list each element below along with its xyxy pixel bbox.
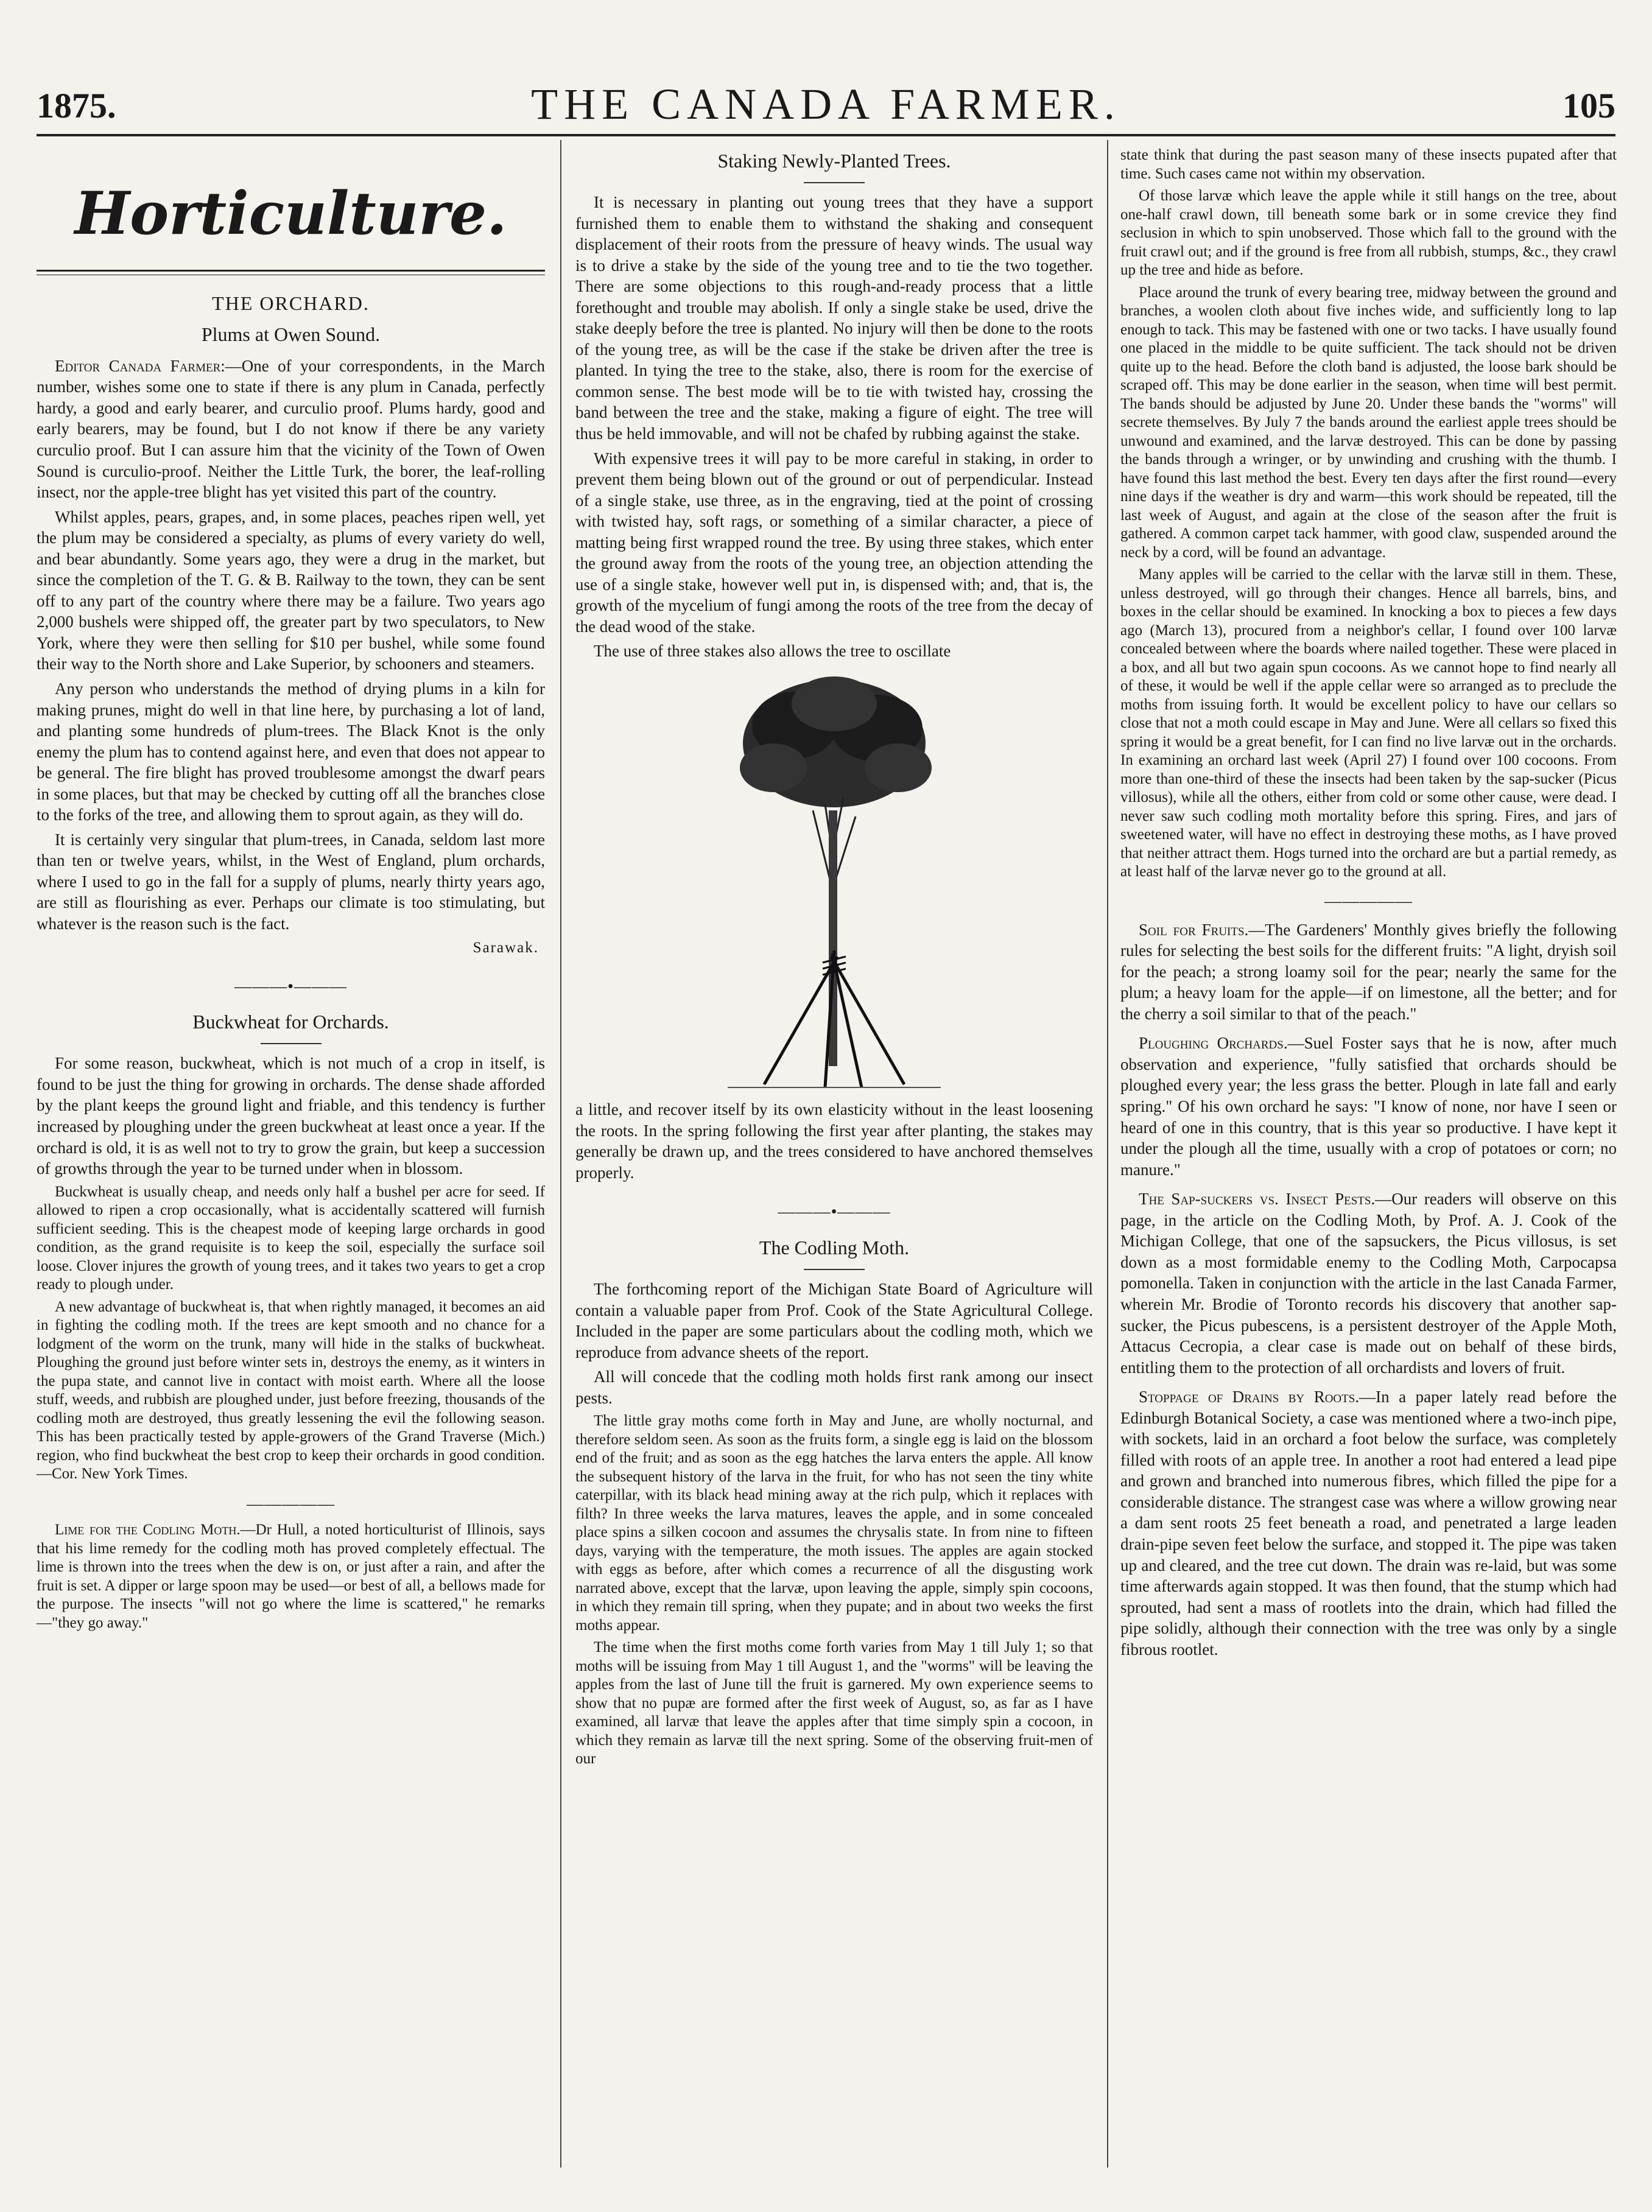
salutation: Editor Canada Farmer: <box>55 356 225 375</box>
column-1 <box>37 146 545 1636</box>
article-paragraph: For some reason, buckwheat, which is not much of a crop in itself, is found to be just the thing for growing in orchards. The dense shade afforded by the plant keeps the ground light and friable, and this tendency is further increased by ploughing under the green buckwheat at least once a year. If the orchard is old, it is as well not to try to grow the grain, but keep a succession of growths through the year to be turned under when in blossom. <box>37 1054 545 1178</box>
column-2 <box>575 146 1093 1772</box>
title-rule <box>804 182 865 183</box>
article-paragraph: a little, and recover itself by its own elasticity without in the least loosening the roots. In the spring following the first year after planting, the stakes may generally be drawn up, and the trees considered to have anchored themselves properly. <box>575 1100 1093 1182</box>
column-divider-1 <box>560 140 561 2168</box>
page-number: 105 <box>1562 86 1615 125</box>
masthead-rule <box>37 134 1615 136</box>
article-paragraph: The use of three stakes also allows the tree to oscillate <box>594 642 951 661</box>
article-paragraph: Soil for Fruits.—The Gardeners' Monthly gives briefly the following rules for selecting the best soils for the different fruits: "A light, dryish soil for the peach; a strong loamy soil for the pear; nearly the same for the plum; a heavy loam for the apple—if on limestone, all the better; and for the cherry a soil similar to that of the peach." <box>1120 920 1617 1023</box>
title-rule <box>804 1269 865 1270</box>
section-divider-ornament: ———•——— <box>234 977 347 996</box>
staked-tree-icon <box>703 670 965 1090</box>
masthead <box>37 67 1615 134</box>
column-3 <box>1120 146 1617 1663</box>
article-paragraph: All will concede that the codling moth holds first rank among our insect pests. <box>575 1368 1093 1407</box>
article-title-staking: Staking Newly-Planted Trees. <box>717 150 951 172</box>
issue-year: 1875. <box>37 86 116 125</box>
paragraph-lead: Soil for Fruits. <box>1139 920 1249 939</box>
paragraph-lead: Ploughing Orchards. <box>1139 1034 1288 1053</box>
article-paragraph: With expensive trees it will pay to be more careful in staking, in order to prevent them being blown out of the ground or out of perpendicular. Instead of a single stake, use three, as in the engraving, tied at the point of crossing with twisted hay, soft rags, or something of a similar character, a piece of matting being first wrapped round the tree. By using three stakes, which enter the ground away from the roots of the young tree, an objection attending the use of a single stake, however well put in, is dispensed with; and, that is, the growth of the mycelium of fungi among the roots of the tree from the decay of the dead wood of the stake. <box>575 449 1093 636</box>
paragraph-lead: The Sap-suckers vs. Insect Pests. <box>1139 1190 1376 1209</box>
article-title-plums: Plums at Owen Sound. <box>201 323 381 345</box>
staked-tree-engraving <box>703 670 965 1090</box>
article-paragraph: The little gray moths come forth in May and June, are wholly nocturnal, and therefore seldom seen. As soon as the fruits form, a single egg is laid on the blossom end of the fruit; and as soon as the egg hatches the larva enters the apple. All know the subsequent history of the larva in the fruit, for who has not seen the tiny white caterpillar, with its black head mining away at the rich pulp, which it replaces with filth? In three weeks the larva matures, leaves the apple, and in some concealed place spins a silken cocoon and assumes the chrysalis state. In from nine to fifteen days, varying with the temperature, the moth issues. The apples are again stocked with eggs as before, after which comes a recurrence of all the disgusting work narrated above, except that the larvæ, upon leaving the apple, simply spin cocoons, in which they remain till spring, when they pupate; and in about two weeks the first moths appear. <box>575 1413 1093 1634</box>
article-paragraph: It is certainly very singular that plum-trees, in Canada, seldom last more than ten or twelve years, whilst, in the West of England, plum orchards, where I used to go in the fall for a supply of plums, nearly thirty years ago, are still as flourishing as ever. Perhaps our climate is too stimulating, but whatever is the reason such is the fact. <box>37 830 545 933</box>
article-paragraph: Ploughing Orchards.—Suel Foster says that he is now, after much observation and experience, "fully satisfied that orchards should be ploughed every year; the less grass the better. Plough in late fall and early spring." Of his own orchard he says: "I know of none, nor have I seen or heard of one in this country, that is this year so productive. I have kept it under the plough all the time, usually with a crop of potatoes or corn; no manure." <box>1120 1034 1617 1179</box>
newspaper-title: THE CANADA FARMER. <box>531 80 1121 128</box>
paragraph-lead: Stoppage of Drains by Roots. <box>1139 1388 1360 1406</box>
article-paragraph: Many apples will be carried to the cellar with the larvæ still in them. These, unless destroyed, will go through their changes. Hence all barrels, bins, and boxes in the cellar should be examined. In knocking a box to pieces a few days ago (March 13), procured from a neighbor's cellar, I found over 100 larvæ concealed between where the boards where nailed together. These were placed in a box, and all but two again spun cocoons. As we cannot hope to find nearly all of these, it would be well if the apple cellar were so arranged as to preclude the moths from issuing forth. It would be excellent policy to have our cellars so close that not a moth could escape in May and June. Were all cellars so fixed this spring it would be a great benefit, for I can find no live larvæ out in the orchards. In examining an orchard last week (April 27) I found over 100 cocoons. From more than one-third of these the insects had been taken by the sap-sucker (Picus villosus), while all the others, either from cold or some other cause, were dead. I never saw such codling moth mortality before this spring. Fires, and jars of sweetened water, will have no effect in destroying these moths, as I have proved that neither attract them. Hogs turned into the orchard are but a partial remedy, as at least half of the larvæ never go to the ground at all. <box>1120 566 1617 880</box>
article-paragraph: Of those larvæ which leave the apple while it still hangs on the tree, about one-half crawl down, till beneath some bark or in some crevice they find seclusion in which to spin unobserved. Those which fall to the ground with the fruit crawl out; and if the ground is free from all rubbish, stumps, &c., they crawl up the tree and hide as before. <box>1120 188 1617 278</box>
article-paragraph: Editor Canada Farmer:—One of your correspondents, in the March number, wishes some one to state if there is any plum in Canada, perfectly hardy, a good and early bearer, and curculio proof. Plums hardy, good and early bearers, may be found, but I do not know if there be any variety curculio proof. But I can assure him that the vicinity of the Town of Owen Sound is curculio-proof. Neither the Little Turk, the borer, the leaf-rolling insect, nor the apple-tree blight has yet visited this part of the country. <box>37 356 545 502</box>
article-paragraph: A new advantage of buckwheat is, that when rightly managed, it becomes an aid in fighting the codling moth. If the trees are kept smooth and no chance for a lodgment of the worm on the trunk, many will hide in the stalks of buckwheat. Ploughing the ground just before winter sets in, destroys the enemy, as it winters in the pupa state, and cannot live in contact with moist earth. Where all the loose stuff, weeds, and rubbish are ploughed under, just before freezing, thousands of the codling moth are destroyed, thus greatly lessening the evil the following season. This has been practically tested by apple-growers of the Grand Traverse (Mich.) region, who find buckwheat the best crop to keep their orchards in good condition.—Cor. New York Times. <box>37 1298 545 1483</box>
section-divider-ornament: ————— <box>247 1494 335 1514</box>
article-paragraph: Buckwheat is usually cheap, and needs only half a bushel per acre for seed. If allowed to ripen a crop occasionally, what is accidentally scattered will furnish sufficient seeding. This is the cheapest mode of keeping large orchards in good condition, as the grand requisite is to keep the soil, especially the surface soil loose. Clover injures the growth of young trees, and it takes two years to get a crop ready to plough under. <box>37 1183 545 1293</box>
article-paragraph: The Sap-suckers vs. Insect Pests.—Our readers will observe on this page, in the article on the Codling Moth, by Prof. A. J. Cook of the Michigan College, that one of the sapsuckers, the Picus villosus, is set down as a most formidable enemy to the Codling Moth, Carpocapsa pomonella. Taken in conjunction with the article in the last Canada Farmer, wherein Mr. Brodie of Toronto records his discovery that another sap-sucker, the Picus pubescens, is a persistent destroyer of the Apple Moth, Attacus Cecropia, a clear case is made out on behalf of these birds, entitling them to the protection of all orchardists and lovers of fruit. <box>1120 1190 1617 1377</box>
section-heading: THE ORCHARD. <box>212 292 370 314</box>
column-divider-2 <box>1107 140 1108 2168</box>
paragraph-lead: Lime for the Codling Moth. <box>55 1522 241 1539</box>
article-title-codling: The Codling Moth. <box>759 1237 910 1259</box>
article-paragraph: state think that during the past season many of these insects pupated after that time. Such cases came not within my observation. <box>1120 147 1617 182</box>
heading-rule <box>37 270 545 275</box>
article-paragraph: Whilst apples, pears, grapes, and, in some places, peaches ripen well, yet the plum may be considered a specialty, as plums of every variety do well, and bear abundantly. Some years ago, they were a drug in the market, but since the completion of the T. G. & B. Railway to the town, they can be sent off to any part of the country where there may be a failure. Two years ago 2,000 bushels were shipped off, the greater part by two speculators, to New York, where they were then selling for $10 per bushel, while some found their way to the North shore and Lake Superior, by schooners and steamers. <box>37 507 545 673</box>
article-paragraph: The time when the first moths come forth varies from May 1 till July 1; so that moths will be issuing from May 1 till August 1, and the "worms" will be leaving the apples from the last of June till the fruit is garnered. My own experience seems to show that no pupæ are formed after the first week of August, so, as far as I have examined, all larvæ that leave the apples after that time simply spin a cocoon, in which they remain as larvæ till the next spring. Some of the observing fruit-men of our <box>575 1639 1093 1768</box>
article-paragraph: Stoppage of Drains by Roots.—In a paper lately read before the Edinburgh Botanical Society, a case was mentioned where a two-inch pipe, with sockets, laid in an orchard a foot below the surface, was completely filled with roots of an apple tree. In another a root had entered a lead pipe and grown and branched into numerous fibres, which filled the pipe for a considerable distance. The strangest case was where a willow growing near a dam sent roots 25 feet beneath a road, and penetrated a large leaden drain-pipe seven feet below the surface, and stopped it. The pipe was taken up and cleared, and the tree cut down. The drain was re-laid, but was some time afterwards again stopped. It was then found, that the stump which had sprouted, had sent a mass of rootlets into the drain, which had filled the pipe solidly, although their connection with the tree was only by a single fibrous rootlet. <box>1120 1388 1617 1659</box>
article-paragraph: Any person who understands the method of drying plums in a kiln for making prunes, might do well in that line here, by purchasing a lot of land, and planting some hundreds of plum-trees. The Black Knot is the only enemy the plum has to contend against here, and even that does not appear to be general. The fire blight has proved troublesome amongst the dwarf pears in some places, but that may be checked by cutting off all the branches close to the forks of the tree, and allowing them to sprout again, as they will do. <box>37 679 545 824</box>
article-paragraph: It is necessary in planting out young trees that they have a support furnished them to enable them to withstand the shaking and consequent displacement of their roots from the pressure of heavy winds. The usual way is to drive a stake by the side of the young tree and to tie the two together. There are some objections to this rough-and-ready process that a little forethought and trouble may abolish. If only a single stake be used, drive the stake deeply before the tree is planted. No injury will then be done to the roots of the young tree, as will be the case if the stake be driven after the tree is planted. In tying the tree to the stake, also, there is room for the exercise of common sense. The best mode will be to tie with twisted hay, crossing the band between the tree and the stake, making a figure of eight. The tree will thus be held immovable, and will not be chafed by rubbing against the stake. <box>575 192 1093 443</box>
section-divider-ornament: ———•——— <box>778 1203 891 1222</box>
department-heading: Horticulture. <box>74 179 507 248</box>
article-paragraph: Place around the trunk of every bearing tree, midway between the ground and branches, a woolen cloth about five inches wide, and sufficiently long to lap enough to tack. This may be fastened with one or two tacks. I have usually found one placed in the middle to be quite sufficient. The tack should not be driven quite up to the head. Before the cloth band is adjusted, the loose bark should be scraped off. This may be done earlier in the season, when time will best permit. The bands should be adjusted by June 20. Under these bands the "worms" will secrete themselves. By July 7 the bands around the earliest apple trees should be unwound and examined, and the larvæ destroyed. This can be done by passing the bands through a wringer, or by unwinding and crushing with the thumb. I have found this last method the best. Every ten days after the first round—every nine days if the weather is dry and warm—this work should be repeated, till the last week of August, and again at the close of the season after the fruit is gathered. A common carpet tack hammer, with good claw, suspended around the neck by a cord, will be found an advantage. <box>1120 284 1617 561</box>
section-divider-ornament: ————— <box>1324 891 1413 911</box>
article-title-buckwheat: Buckwheat for Orchards. <box>192 1011 389 1033</box>
article-paragraph: Lime for the Codling Moth.—Dr Hull, a noted horticulturist of Illinois, says that his lime remedy for the codling moth has proved completely effectual. The lime is thrown into the trees when the dew is on, or just after a rain, and after the fruit is set. A dipper or large spoon may be used—or best of all, a bellows made for the purpose. The insects "will not go where the lime is scattered," he remarks—"they go away." <box>37 1522 545 1631</box>
author-signature: Sarawak. <box>473 939 539 956</box>
article-paragraph: The forthcoming report of the Michigan State Board of Agriculture will contain a valuable paper from Prof. Cook of the State Agricultural College. Included in the paper are some particulars about the codling moth, which we reproduce from advance sheets of the report. <box>575 1279 1093 1361</box>
title-rule <box>261 1043 322 1044</box>
